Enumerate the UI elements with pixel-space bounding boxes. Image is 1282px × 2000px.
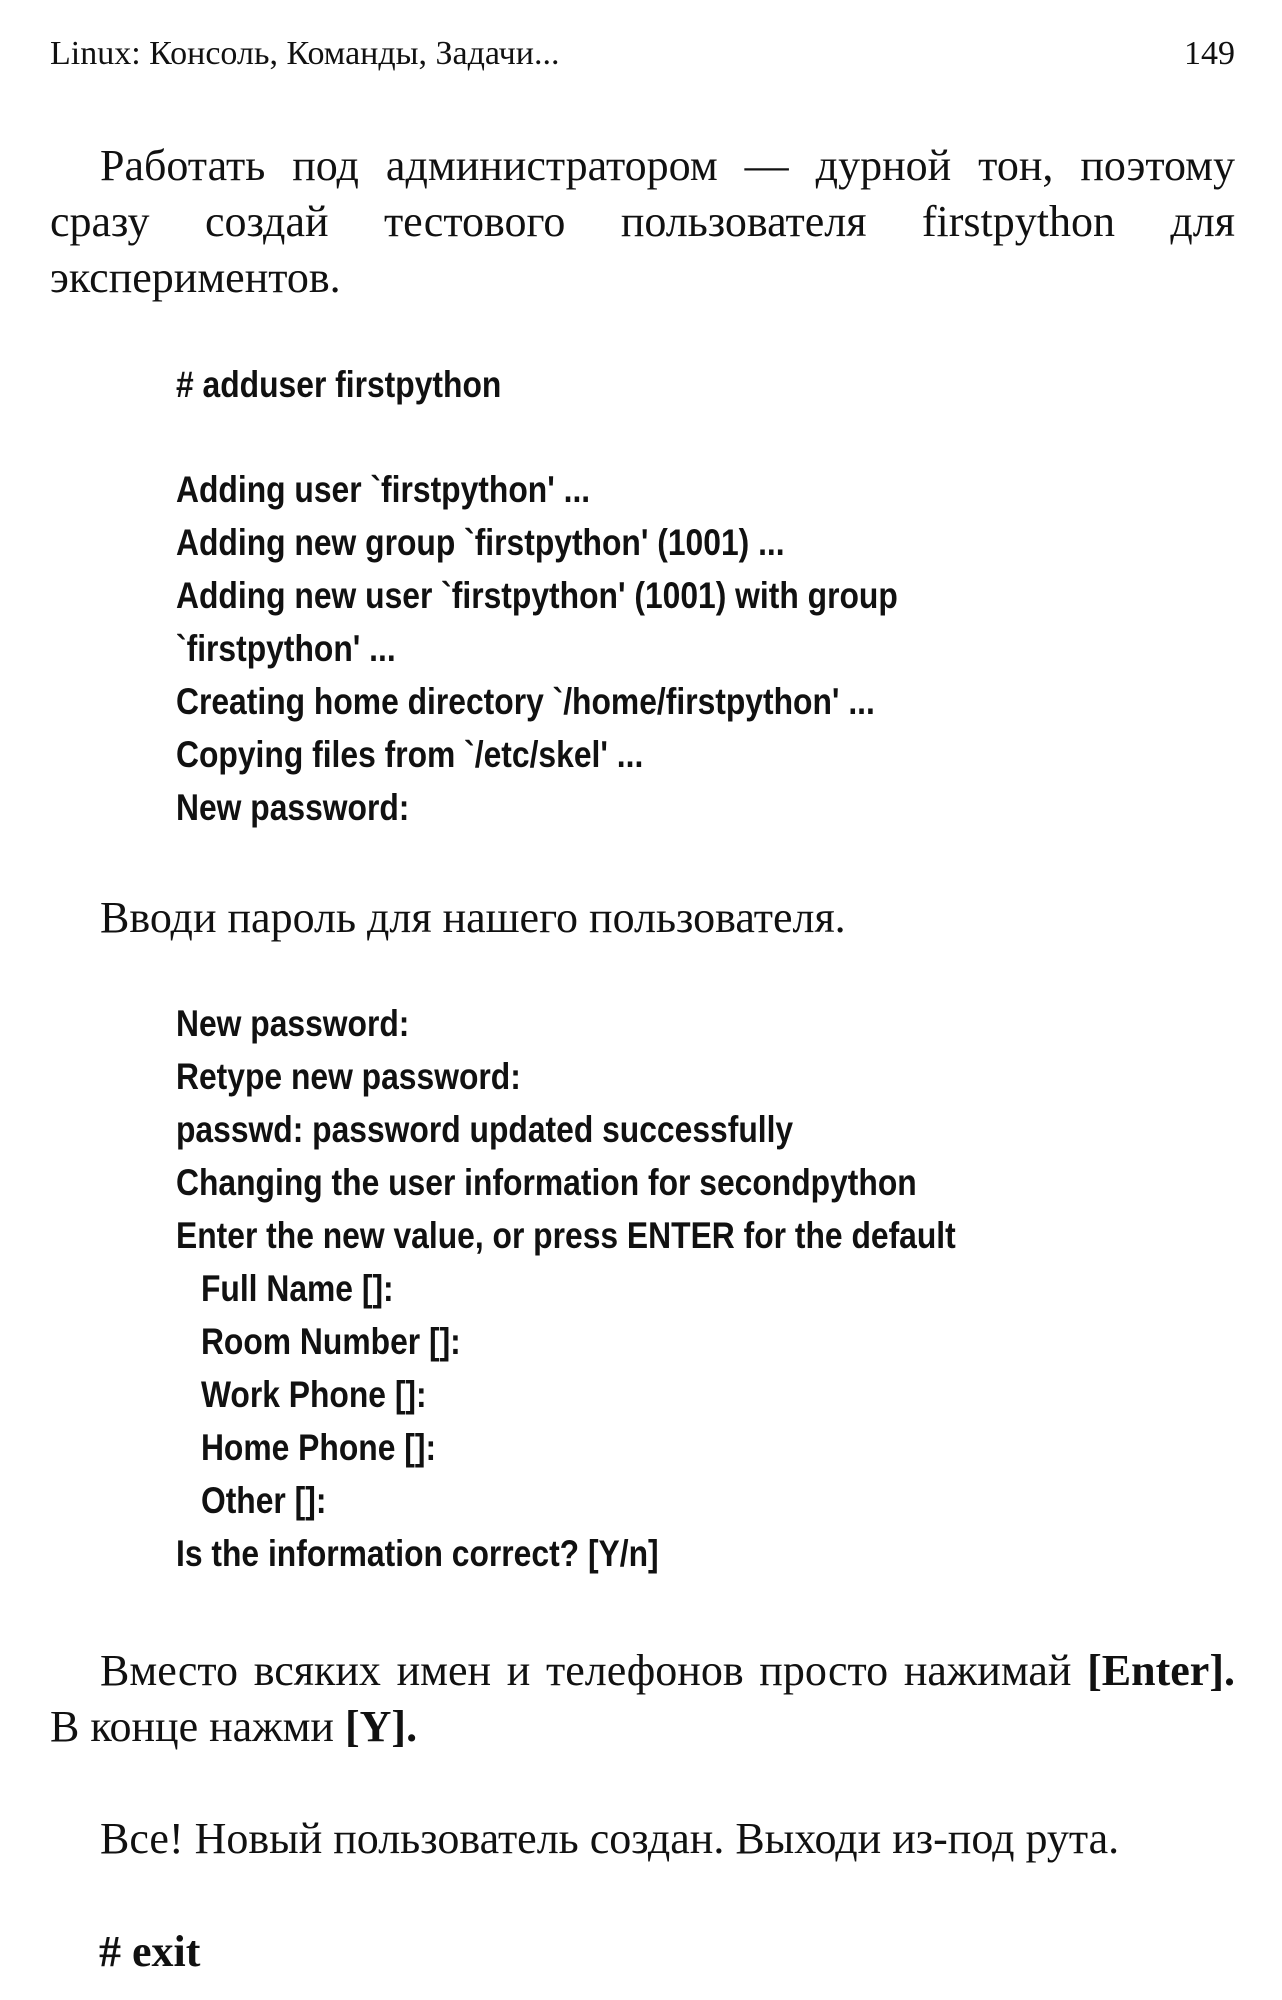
output-line: New password: bbox=[176, 1003, 410, 1044]
output-line: `firstpython' ... bbox=[176, 628, 396, 669]
password-paragraph: Вводи пароль для нашего пользователя. bbox=[100, 893, 846, 942]
output-line: Enter the new value, or press ENTER for the default bbox=[176, 1215, 956, 1256]
output-line: Creating home directory `/home/firstpython' ... bbox=[176, 681, 875, 722]
book-title: Linux: Консоль, Команды, Задачи... bbox=[50, 35, 560, 72]
page-number: 149 bbox=[1184, 35, 1235, 72]
enter-text-before: Вместо всяких имен и телефонов просто нажимай bbox=[100, 1646, 1088, 1695]
output-line: Adding new group `firstpython' (1001) ... bbox=[176, 522, 785, 563]
user-info-field: Home Phone []: bbox=[200, 1427, 437, 1468]
user-info-field: Other []: bbox=[200, 1480, 327, 1521]
y-key-label: [Y]. bbox=[344, 1702, 418, 1751]
output-line: Adding user `firstpython' ... bbox=[176, 469, 591, 510]
output-line: Adding new user `firstpython' (1001) with group bbox=[176, 575, 898, 616]
done-paragraph: Все! Новый пользователь создан. Выходи из-под рута. bbox=[100, 1814, 1120, 1863]
output-line: Changing the user information for secondpython bbox=[176, 1162, 917, 1203]
adduser-command: # adduser firstpython bbox=[176, 364, 502, 405]
output-line: passwd: password updated successfully bbox=[176, 1109, 794, 1150]
passwd-output-block bbox=[176, 997, 956, 1580]
adduser-command-block bbox=[176, 358, 501, 411]
user-info-field: Full Name []: bbox=[200, 1268, 394, 1309]
user-info-field: Room Number []: bbox=[200, 1321, 461, 1362]
running-header bbox=[50, 32, 1235, 76]
output-line: New password: bbox=[176, 787, 410, 828]
confirm-prompt: Is the information correct? [Y/n] bbox=[176, 1533, 659, 1574]
enter-text-middle: В конце нажми bbox=[50, 1702, 345, 1751]
adduser-output-block bbox=[176, 463, 898, 834]
enter-paragraph bbox=[50, 1643, 1235, 1755]
user-info-field: Work Phone []: bbox=[200, 1374, 427, 1415]
intro-paragraph: Работать под администратором — дурной тон, поэтому сразу создай тестового пользователя firstpython для экспериментов. bbox=[50, 141, 1235, 302]
enter-key-label: [Enter]. bbox=[1087, 1646, 1235, 1695]
output-line: Retype new password: bbox=[176, 1056, 521, 1097]
exit-command: # exit bbox=[99, 1927, 201, 1976]
output-line: Copying files from `/etc/skel' ... bbox=[176, 734, 644, 775]
